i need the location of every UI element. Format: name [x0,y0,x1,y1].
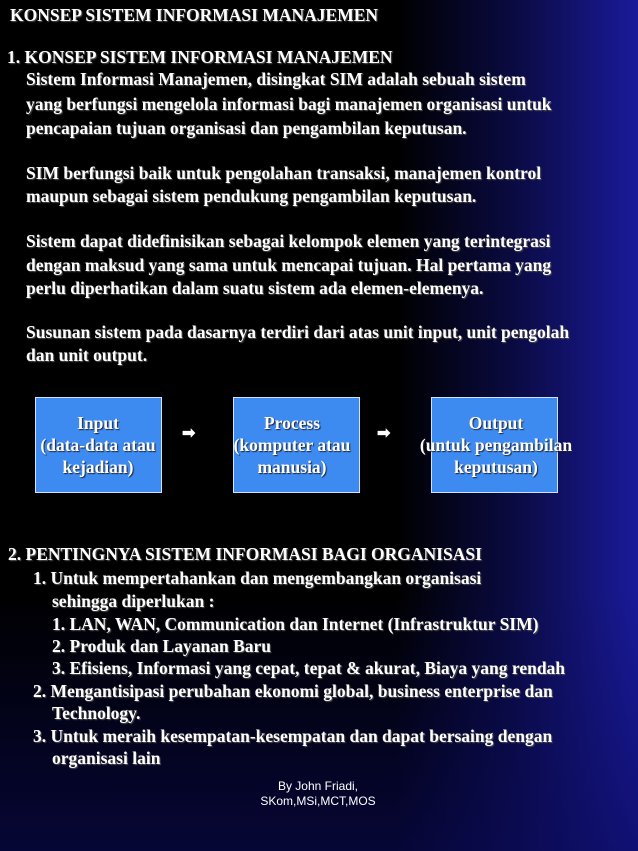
author-credit: By John Friadi, SKom,MSi,MCT,MOS [260,779,376,808]
section2-line: 1. Untuk mempertahankan dan mengembangkan organisasi [33,568,482,588]
slide-title: KONSEP SISTEM INFORMASI MANAJEMEN [10,5,379,25]
para1-line1: Sistem Informasi Manajemen, disingkat SIM adalah sebuah sistem [26,69,526,89]
section2-line: 3. Efisiens, Informasi yang cepat, tepat & akurat, Biaya yang rendah [52,658,566,678]
para2-line2: maupun sebagai sistem pendukung pengambilan keputusan. [26,186,477,206]
section2-line: 1. LAN, WAN, Communication dan Internet (Infrastruktur SIM) [52,614,539,634]
arrow-right-icon: ➡ [377,425,391,442]
section2-heading: 2. PENTINGNYA SISTEM INFORMASI BAGI ORGANISASI [8,544,482,564]
section2-line: 2. Mengantisipasi perubahan ekonomi global, business enterprise dan [33,681,553,701]
input-box-label: Input (data-data atau kejadian) [40,413,156,477]
para2-line1: SIM berfungsi baik untuk pengolahan transaksi, manajemen kontrol [26,163,542,183]
para4-line1: Susunan sistem pada dasarnya terdiri dari atas unit input, unit pengolah [26,322,570,342]
para3-line3: perlu diperhatikan dalam suatu sistem ada elemen-elemenya. [26,278,484,298]
section2-line: Technology. [52,703,141,723]
arrow-right-icon: ➡ [182,425,196,442]
para1-line2: yang berfungsi mengelola informasi bagi manajemen organisasi untuk [26,94,552,114]
section2-line: sehingga diperlukan : [52,591,215,611]
para3-line2: dengan maksud yang sama untuk mencapai tujuan. Hal pertama yang [26,255,552,275]
process-box-label: Process (komputer atau manusia) [233,413,351,477]
section2-line: organisasi lain [52,748,161,768]
para3-line1: Sistem dapat didefinisikan sebagai kelompok elemen yang terintegrasi [26,231,551,251]
para1-line3: pencapaian tujuan organisasi dan pengambilan keputusan. [26,118,467,138]
section1-heading: 1. KONSEP SISTEM INFORMASI MANAJEMEN [7,47,393,67]
section2-line: 2. Produk dan Layanan Baru [52,636,271,656]
section2-line: 3. Untuk meraih kesempatan-kesempatan dan dapat bersaing dengan [33,726,553,746]
para4-line2: dan unit output. [26,345,148,365]
output-box-label: Output (untuk pengambilan keputusan) [419,413,573,477]
